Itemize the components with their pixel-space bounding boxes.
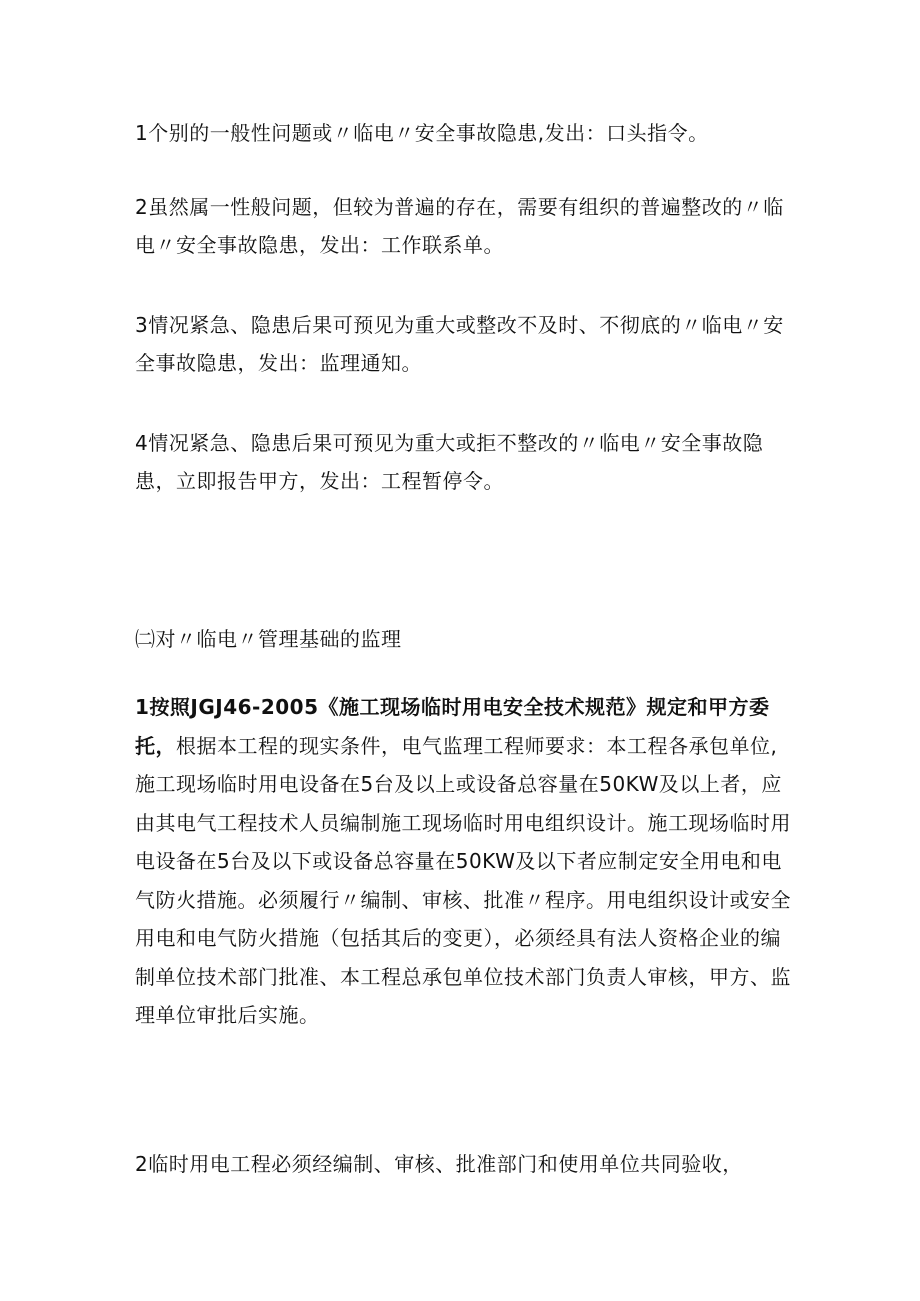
paragraph-4: 4情况紧急、隐患后果可预见为重大或拒不整改的〃临电〃安全事故隐患，立即报告甲方，发出：工程暂停令。 bbox=[135, 431, 764, 493]
paragraph-3: 3情况紧急、隐患后果可预见为重大或整改不及时、不彻底的〃临电〃安全事故隐患，发出：监理通知。 bbox=[135, 313, 784, 375]
paragraph-2: 2虽然属一性般问题，但较为普遍的存在，需要有组织的普遍整改的〃临电〃安全事故隐患，发出：工作联系单。 bbox=[135, 195, 784, 257]
section-heading: ㈡对〃临电〃管理基础的监理 bbox=[135, 627, 402, 651]
item-1-bold-lead: 1按照JGJ46-2005《施工现场临时用电安全技术规范》规定和甲方委托， bbox=[135, 695, 770, 758]
item-1-paragraph bbox=[135, 688, 795, 1035]
item-1-body: 根据本工程的现实条件，电气监理工程师要求：本工程各承包单位,施工现场临时用电设备在5台及以上或设备总容量在50KW及以上者，应由其电气工程技术人员编制施工现场临时用电组织设计。施工现场临时用电设备在5台及以下或设备总容量在50KW及以下者应制定安全用电和电气防火措施。必须履行〃编制、审核、批准〃程序。用电组织设计或安全用电和电气防火措施（包括其后的变更），必须经具有法人资格企业的编制单位技术部门批准、本工程总承包单位技术部门负责人审核，甲方、监理单位审批后实施。 bbox=[135, 733, 791, 1027]
paragraph-1: 1个别的一般性问题或〃临电〃安全事故隐患,发出：口头指令。 bbox=[135, 121, 709, 145]
item-2-paragraph: 2临时用电工程必须经编制、审核、批准部门和使用单位共同验收， bbox=[135, 1152, 743, 1176]
